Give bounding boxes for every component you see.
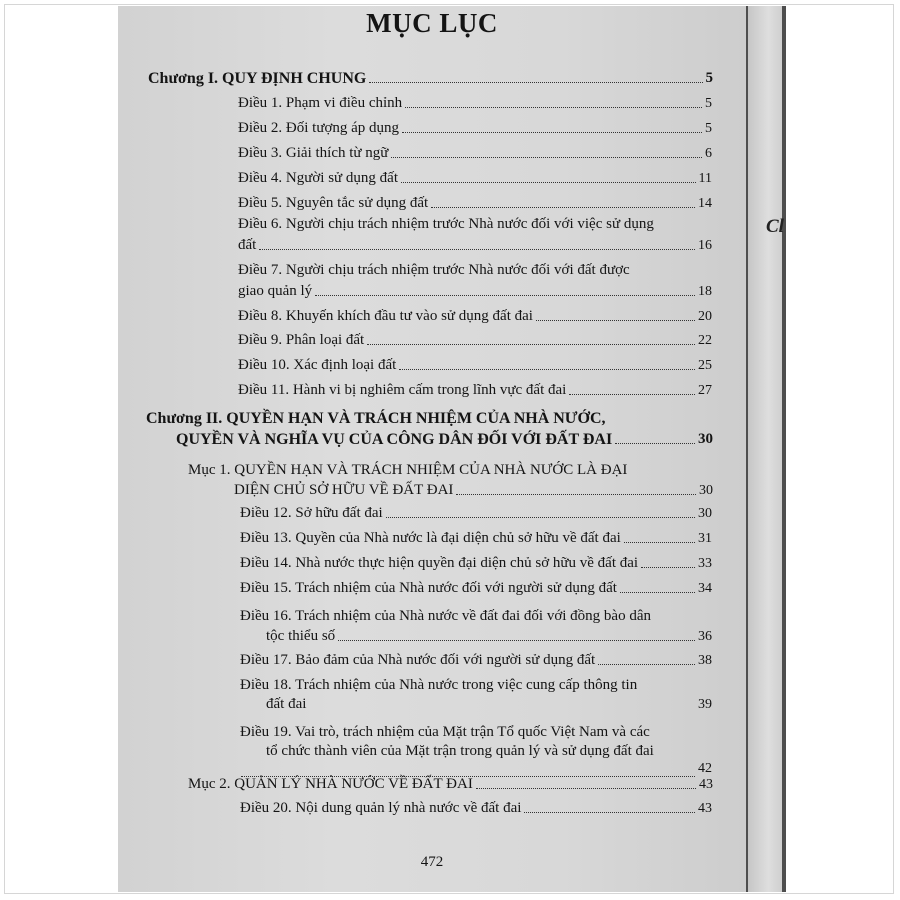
dot-leader [338, 640, 695, 641]
toc-entry-label: đất đai [266, 696, 307, 712]
dot-leader [536, 320, 695, 321]
toc-entry-label: Điều 13. Quyền của Nhà nước là đại diện chủ sở hữu về đất đai [240, 530, 621, 546]
next-page-edge [748, 6, 782, 892]
toc-entry-page: 43 [698, 801, 712, 816]
dot-leader [476, 788, 696, 789]
toc-entry-page: 30 [699, 483, 713, 498]
toc-entry-dieu-3 [238, 145, 712, 162]
toc-entry-page: 20 [698, 309, 712, 324]
toc-page [118, 6, 746, 892]
toc-entry-dieu-9 [238, 332, 712, 349]
dot-leader [405, 107, 702, 108]
toc-entry-page: 38 [698, 653, 712, 668]
dot-leader [369, 82, 702, 83]
toc-entry-page: 43 [699, 777, 713, 792]
toc-entry-label: đất [238, 237, 257, 253]
toc-entry-label: Điều 3. Giải thích từ ngữ [238, 145, 389, 161]
toc-entry-dieu-19-line-2: tổ chức thành viên của Mặt trận trong quản lý và sử dụng đất đai [266, 743, 654, 759]
toc-entry-label: Điều 2. Đối tượng áp dụng [238, 120, 400, 136]
dot-leader [524, 812, 695, 813]
next-page-peek-text: Cl [766, 216, 784, 237]
dot-leader [309, 708, 695, 709]
toc-entry-dieu-20 [240, 800, 712, 817]
dot-leader [456, 494, 696, 495]
dot-leader [399, 369, 695, 370]
toc-entry-dieu-19 [238, 750, 712, 776]
toc-entry-dieu-8 [238, 308, 712, 325]
toc-entry-page: 33 [698, 556, 712, 571]
toc-entry-label: Điều 17. Bảo đảm của Nhà nước đối với người sử dụng đất [240, 652, 596, 668]
dot-leader [386, 517, 695, 518]
dot-leader [620, 592, 695, 593]
page-number: 472 [420, 854, 444, 870]
toc-entry-dieu-2 [238, 120, 712, 137]
toc-entry-label: Điều 9. Phân loại đất [238, 332, 365, 348]
dot-leader [431, 207, 695, 208]
toc-entry-dieu-12 [240, 505, 712, 522]
dot-leader [641, 567, 695, 568]
toc-entry-page: 5 [705, 121, 712, 136]
toc-entry-dieu-5 [238, 195, 712, 212]
toc-entry-label: Điều 20. Nội dung quản lý nhà nước về đất đai [240, 800, 522, 816]
toc-entry-dieu-7-line-1: Điều 7. Người chịu trách nhiệm trước Nhà nước đối với đất được [238, 262, 630, 278]
toc-entry-chapter-1 [148, 70, 713, 87]
toc-entry-label: Điều 12. Sở hữu đất đai [240, 505, 383, 521]
dot-leader [624, 542, 695, 543]
toc-entry-label: Điều 5. Nguyên tắc sử dụng đất [238, 195, 429, 211]
toc-entry-page: 39 [698, 697, 712, 712]
toc-entry-dieu-1 [238, 95, 712, 112]
toc-entry-muc-1-line-1: Mục 1. QUYỀN HẠN VÀ TRÁCH NHIỆM CỦA NHÀ NƯỚC LÀ ĐẠI [188, 462, 628, 478]
toc-entry-dieu-4 [238, 170, 712, 187]
toc-entry-page: 27 [698, 383, 712, 398]
toc-entry-page: 42 [698, 761, 712, 776]
toc-entry-page: 5 [705, 70, 713, 86]
toc-entry-page: 14 [698, 196, 712, 211]
toc-entry-label: Điều 10. Xác định loại đất [238, 357, 397, 373]
toc-entry-label: tộc thiểu số [266, 628, 336, 644]
toc-entry-page: 16 [698, 238, 712, 253]
toc-entry-page: 25 [698, 358, 712, 373]
toc-entry-dieu-7 [238, 283, 712, 300]
toc-entry-page: 5 [705, 96, 712, 111]
toc-entry-page: 30 [698, 506, 712, 521]
dot-leader [367, 344, 695, 345]
toc-entry-dieu-13 [240, 530, 712, 547]
toc-entry-label: Điều 11. Hành vi bị nghiêm cấm trong lĩnh vực đất đai [238, 382, 567, 398]
dot-leader [615, 443, 695, 444]
toc-entry-page: 11 [698, 171, 712, 186]
dot-leader [402, 132, 702, 133]
toc-entry-muc-1 [234, 482, 713, 499]
toc-entry-dieu-16-line-1: Điều 16. Trách nhiệm của Nhà nước về đất đai đối với đồng bào dân [240, 608, 651, 624]
dot-leader [569, 394, 695, 395]
toc-entry-dieu-10 [238, 357, 712, 374]
toc-entry-label: Điều 15. Trách nhiệm của Nhà nước đối với người sử dụng đất [240, 580, 617, 596]
toc-entry-label: Mục 2. QUẢN LÝ NHÀ NƯỚC VỀ ĐẤT ĐAI [188, 776, 473, 792]
page-title: MỤC LỤC [366, 8, 498, 38]
toc-entry-page: 18 [698, 284, 712, 299]
toc-entry-chapter-2 [176, 431, 713, 448]
toc-entry-label: Điều 1. Phạm vi điều chỉnh [238, 95, 403, 111]
dot-leader [391, 157, 702, 158]
dot-leader [401, 182, 696, 183]
toc-entry-dieu-18-line-1: Điều 18. Trách nhiệm của Nhà nước trong việc cung cấp thông tin [240, 677, 638, 693]
toc-entry-page: 6 [705, 146, 712, 161]
toc-entry-page: 22 [698, 333, 712, 348]
toc-entry-muc-2 [188, 776, 713, 793]
toc-entry-label: DIỆN CHỦ SỞ HỮU VỀ ĐẤT ĐAI [234, 482, 454, 498]
toc-entry-chapter-2-line-1: Chương II. QUYỀN HẠN VÀ TRÁCH NHIỆM CỦA NHÀ NƯỚC, [146, 410, 606, 427]
toc-entry-page: 30 [698, 431, 713, 447]
toc-entry-label: Chương I. QUY ĐỊNH CHUNG [148, 70, 367, 87]
toc-entry-dieu-11 [238, 382, 712, 399]
toc-entry-label: giao quản lý [238, 283, 313, 299]
toc-entry-dieu-18 [266, 696, 712, 713]
toc-entry-dieu-16 [266, 628, 712, 645]
dot-leader [598, 664, 695, 665]
toc-entry-label: Điều 8. Khuyến khích đầu tư vào sử dụng đất đai [238, 308, 533, 324]
toc-entry-dieu-6-line-1: Điều 6. Người chịu trách nhiệm trước Nhà nước đối với việc sử dụng [238, 216, 654, 232]
toc-entry-page: 31 [698, 531, 712, 546]
toc-entry-dieu-19-line-1: Điều 19. Vai trò, trách nhiệm của Mặt trận Tổ quốc Việt Nam và các [240, 724, 650, 740]
toc-entry-dieu-6 [238, 237, 712, 254]
dot-leader [315, 295, 695, 296]
toc-entry-label: Điều 4. Người sử dụng đất [238, 170, 399, 186]
dot-leader [259, 249, 695, 250]
toc-entry-label: Điều 14. Nhà nước thực hiện quyền đại diện chủ sở hữu về đất đai [240, 555, 639, 571]
toc-entry-dieu-17 [240, 652, 712, 669]
toc-entry-dieu-14 [240, 555, 712, 572]
toc-entry-label: QUYỀN VÀ NGHĨA VỤ CỦA CÔNG DÂN ĐỐI VỚI ĐẤT ĐAI [176, 431, 613, 448]
toc-entry-page: 34 [698, 581, 712, 596]
toc-entry-dieu-15 [240, 580, 712, 597]
toc-entry-page: 36 [698, 629, 712, 644]
